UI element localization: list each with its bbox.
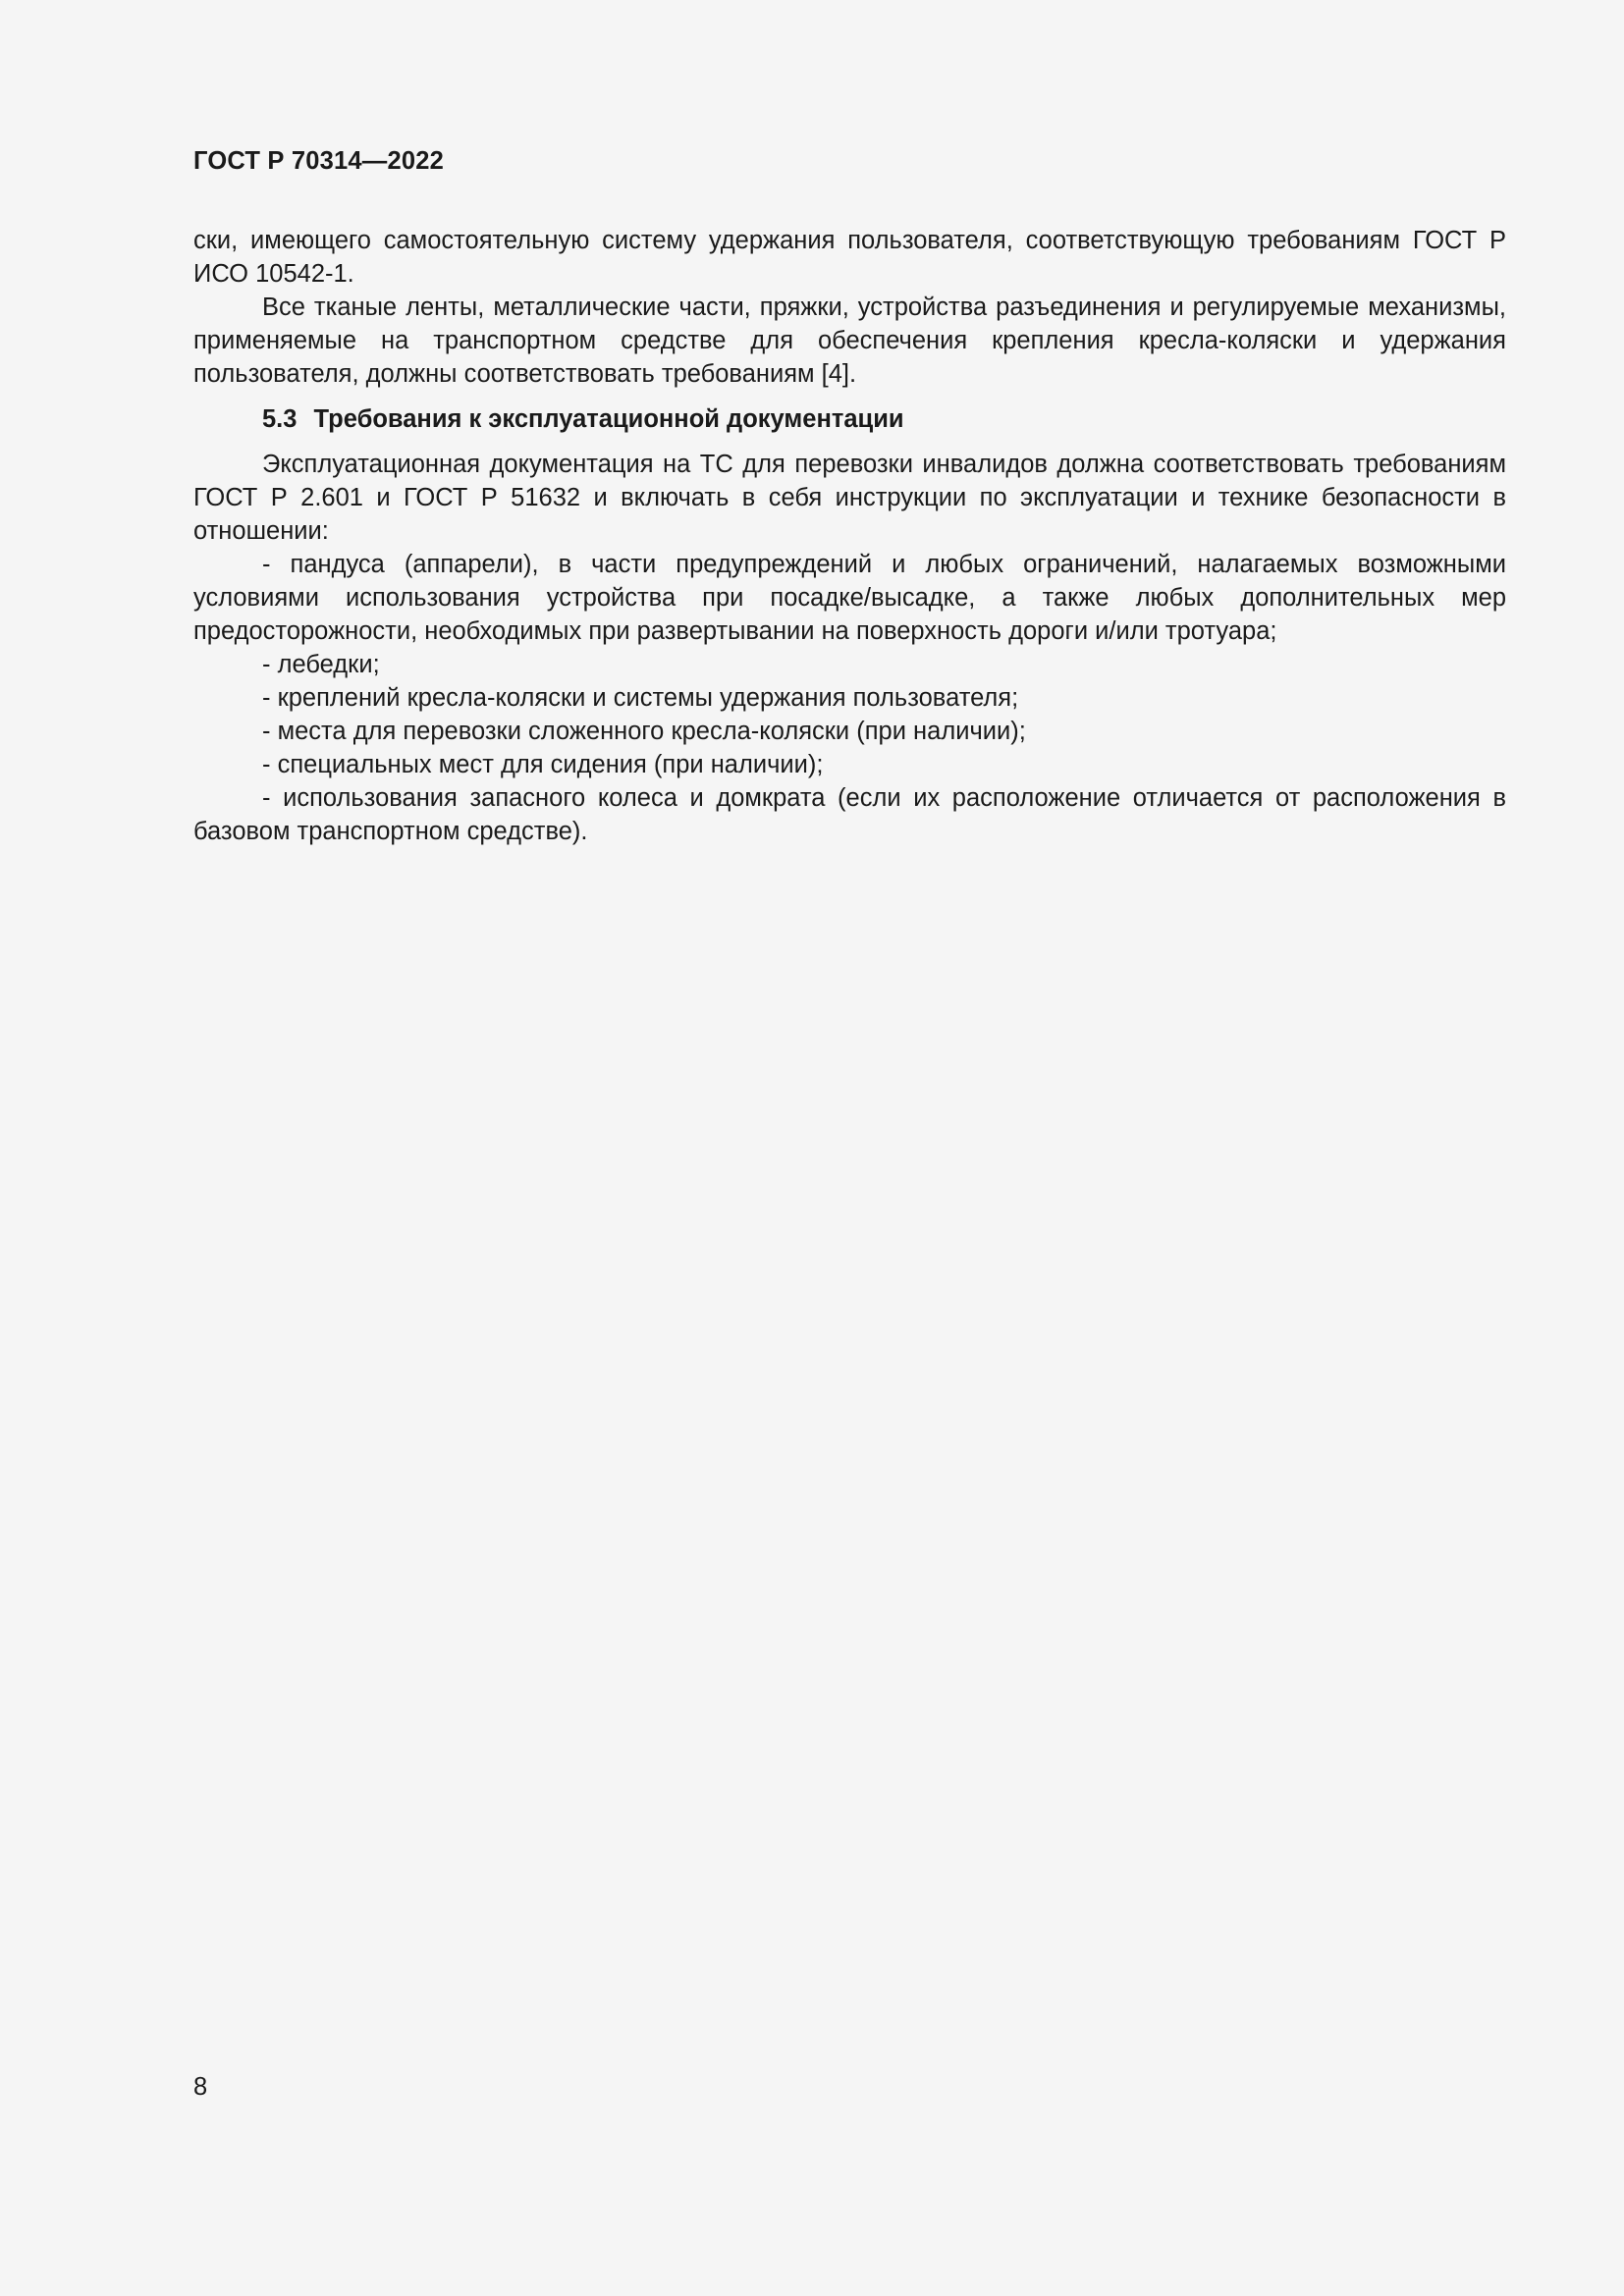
list-item-ramp: - пандуса (аппарели), в части предупреждений и любых ограничений, налагаемых возможными условиями использования устройства при посадке/высадке, а также любых дополнительных мер предосторожности, необходимых при развертывании на поверхность дороги и/или тротуара;	[193, 551, 1506, 645]
document-body	[193, 224, 1506, 848]
list-item-winch: - лебедки;	[262, 651, 380, 678]
section-heading	[262, 402, 1506, 436]
list-item-spare-wheel: - использования запасного колеса и домкрата (если их расположение отличается от расположения в базовом транспортном средстве).	[193, 784, 1506, 845]
document-header-id: ГОСТ Р 70314—2022	[193, 147, 445, 175]
paragraph-documentation: Эксплуатационная документация на ТС для перевозки инвалидов должна соответствовать требованиям ГОСТ Р 2.601 и ГОСТ Р 51632 и включать в себя инструкции по эксплуатации и технике безопасности в отношении:	[193, 451, 1506, 545]
list-item-special-seats: - специальных мест для сидения (при наличии);	[262, 751, 824, 778]
paragraph-continuation: ски, имеющего самостоятельную систему удержания пользователя, соответствующую требованиям ГОСТ Р ИСО 10542-1.	[193, 227, 1506, 288]
list-item-folded-wheelchair: - места для перевозки сложенного кресла-коляски (при наличии);	[262, 718, 1026, 745]
paragraph-fastenings: Все тканые ленты, металлические части, пряжки, устройства разъединения и регулируемые механизмы, применяемые на транспортном средстве для обеспечения крепления кресла-коляски и удержания пользователя, должны соответствовать требованиям [4].	[193, 294, 1506, 388]
list-item-fastenings: - креплений кресла-коляски и системы удержания пользователя;	[262, 684, 1019, 712]
page-number: 8	[193, 2073, 208, 2101]
section-title: Требования к эксплуатационной документации	[313, 405, 904, 433]
section-number: 5.3	[262, 405, 298, 433]
